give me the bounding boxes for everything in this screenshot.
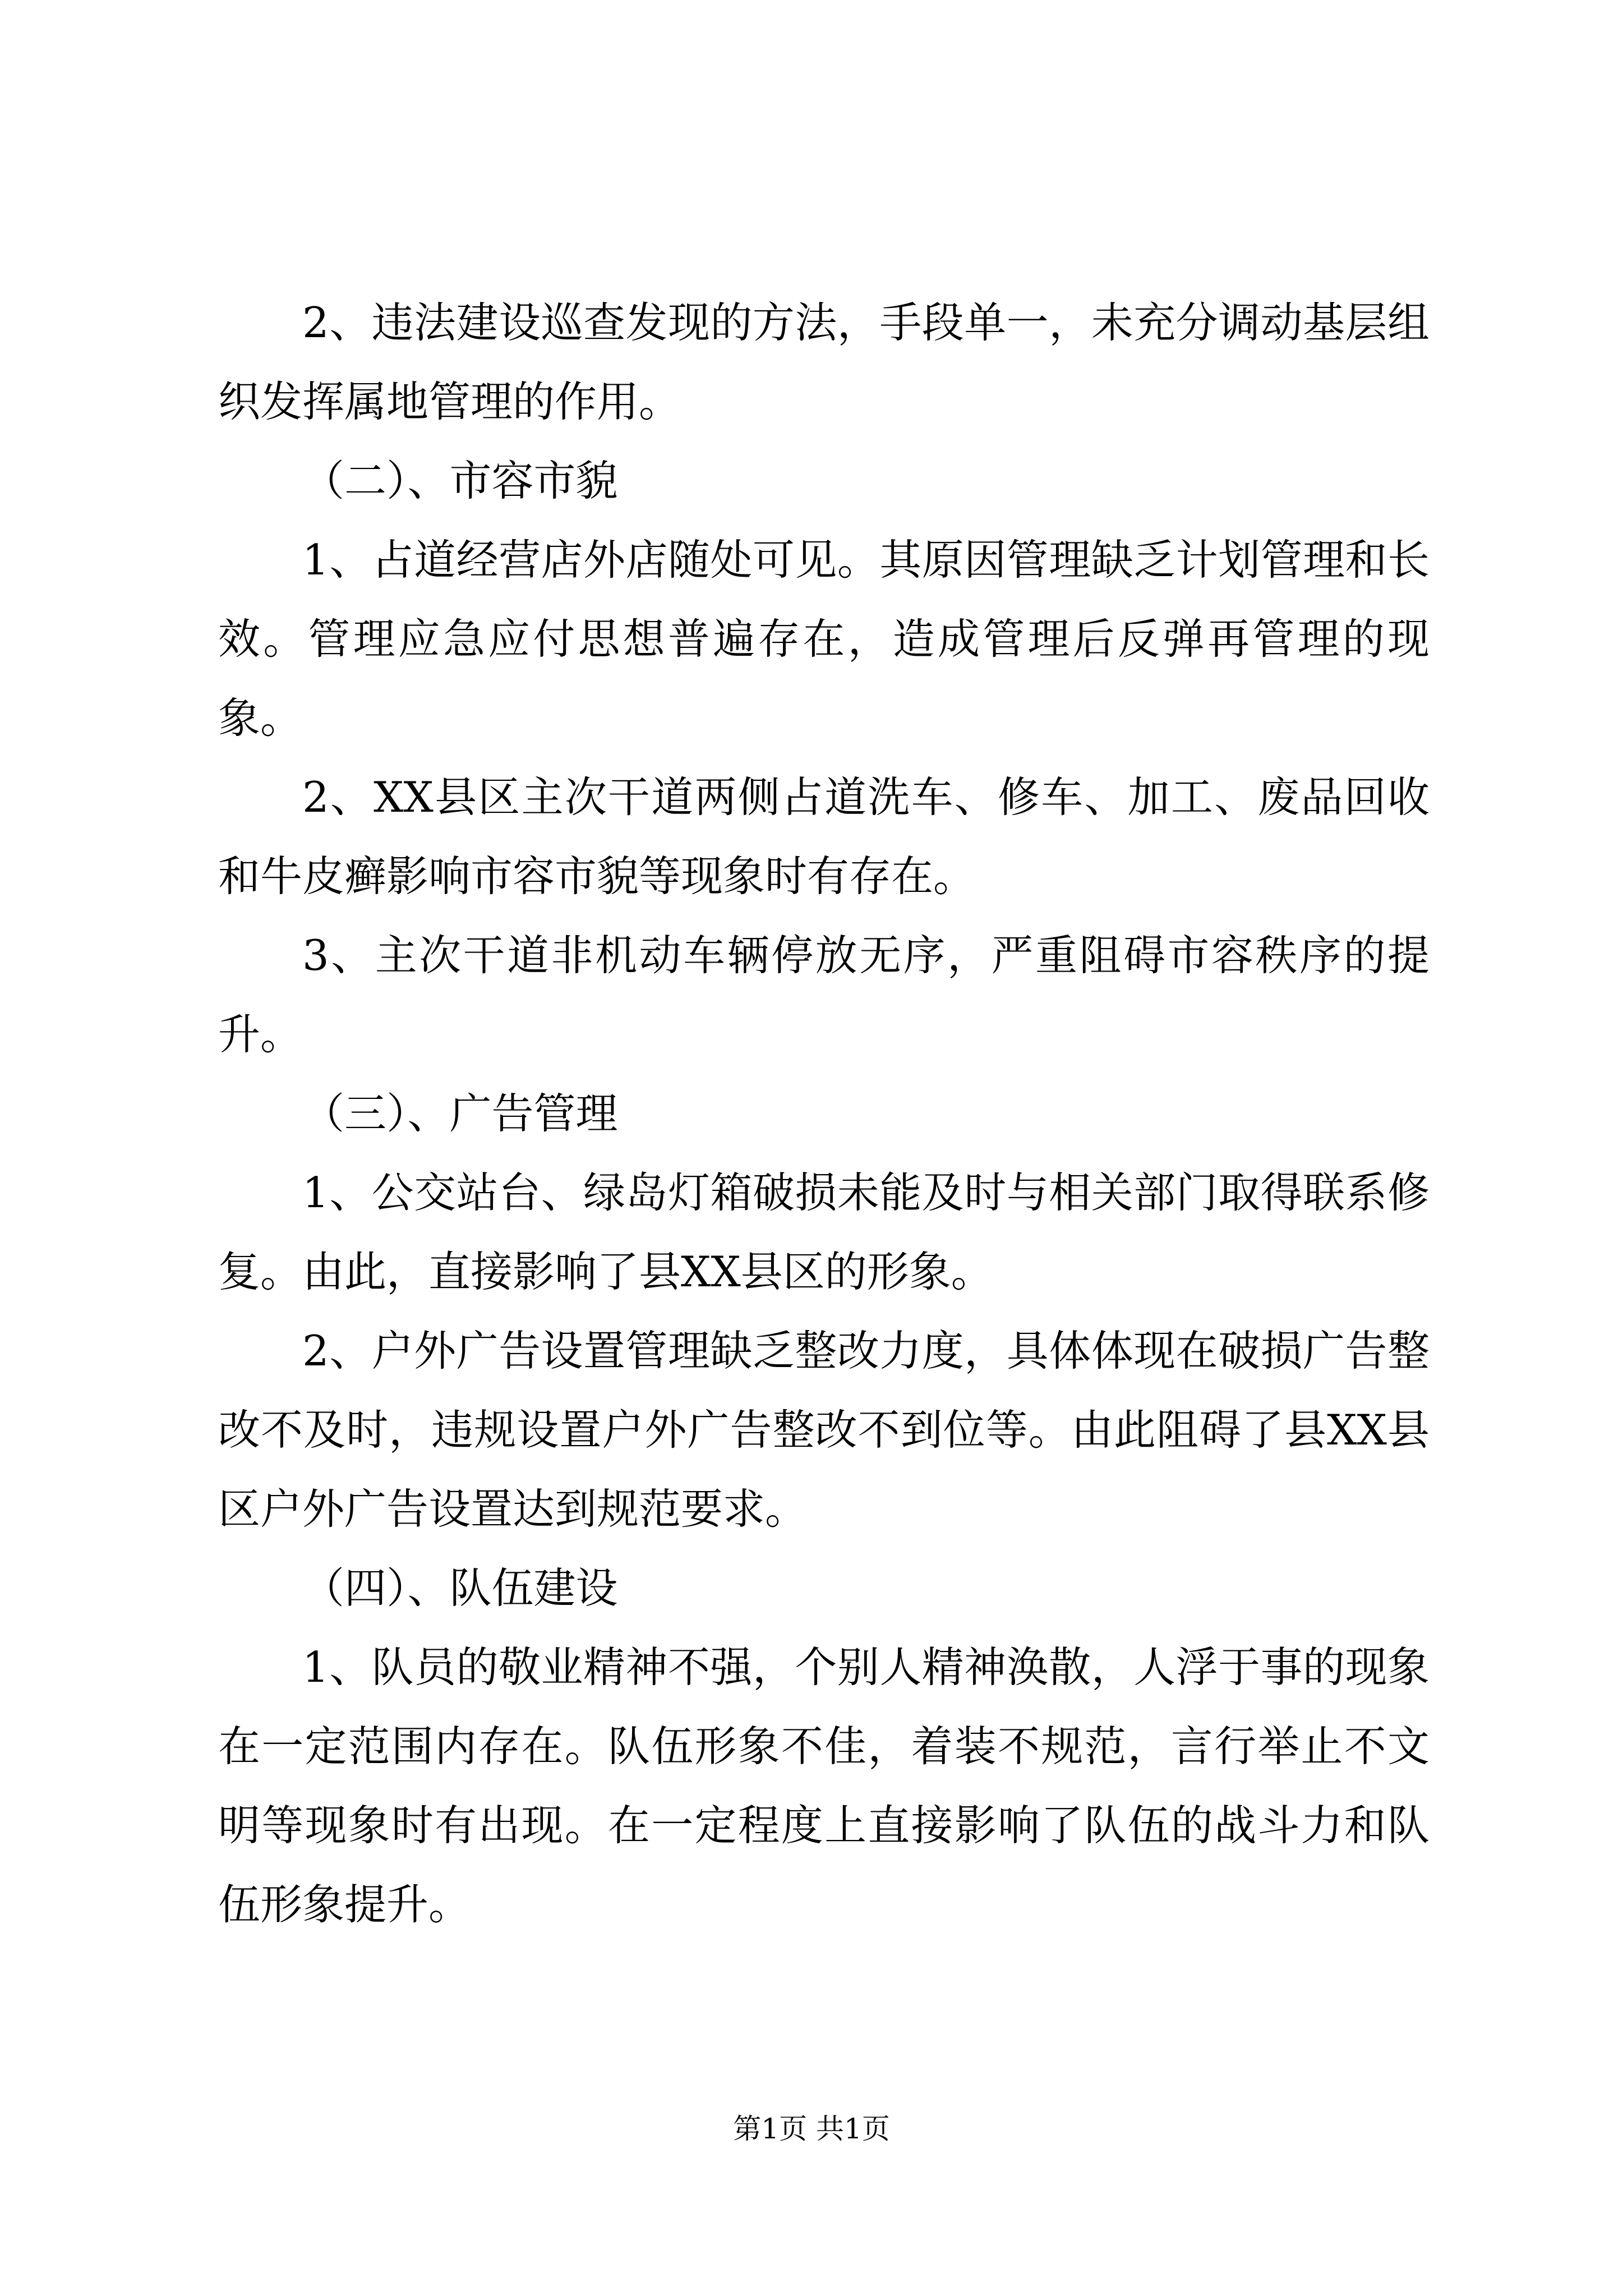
paragraph-item-2-outdoor-ads: 2、户外广告设置管理缺乏整改力度，具体体现在破损广告整改不及时，违规设置户外广告整改不到位等。由此阻碍了县XX县区户外广告设置达到规范要求。 [218, 1326, 1430, 1534]
section-heading-city-appearance: （二）、市容市貌 [302, 456, 618, 505]
paragraph-item-1-street-vending: 1、占道经营店外店随处可见。其原因管理缺乏计划管理和长效。管理应急应付思想普遍存在，造成管理后反弹再管理的现象。 [218, 535, 1430, 743]
paragraph-item-2-road-occupation: 2、XX县区主次干道两侧占道洗车、修车、加工、废品回收和牛皮癣影响市容市貌等现象时有存在。 [218, 772, 1430, 901]
section-heading-advertising: （三）、广告管理 [302, 1089, 618, 1138]
paragraph-item-1-team-spirit: 1、队员的敬业精神不强，个别人精神涣散，人浮于事的现象在一定范围内存在。队伍形象不佳，着装不规范，言行举止不文明等现象时有出现。在一定程度上直接影响了队伍的战斗力和队伍形象提升。 [218, 1642, 1430, 1929]
document-body [218, 283, 1430, 1944]
paragraph-item-3-vehicle-parking: 3、主次干道非机动车辆停放无序，严重阻碍市容秩序的提升。 [218, 931, 1430, 1059]
page-footer [0, 2109, 1623, 2148]
paragraph-item-2-illegal-construction: 2、违法建设巡查发现的方法，手段单一，未充分调动基层组织发挥属地管理的作用。 [218, 298, 1430, 426]
paragraph-item-1-bus-stations: 1、公交站台、绿岛灯箱破损未能及时与相关部门取得联系修复。由此，直接影响了县XX县区的形象。 [218, 1168, 1430, 1296]
page-number-label: 第1页 共1页 [733, 2113, 890, 2145]
section-heading-team-building: （四）、队伍建设 [302, 1563, 618, 1613]
